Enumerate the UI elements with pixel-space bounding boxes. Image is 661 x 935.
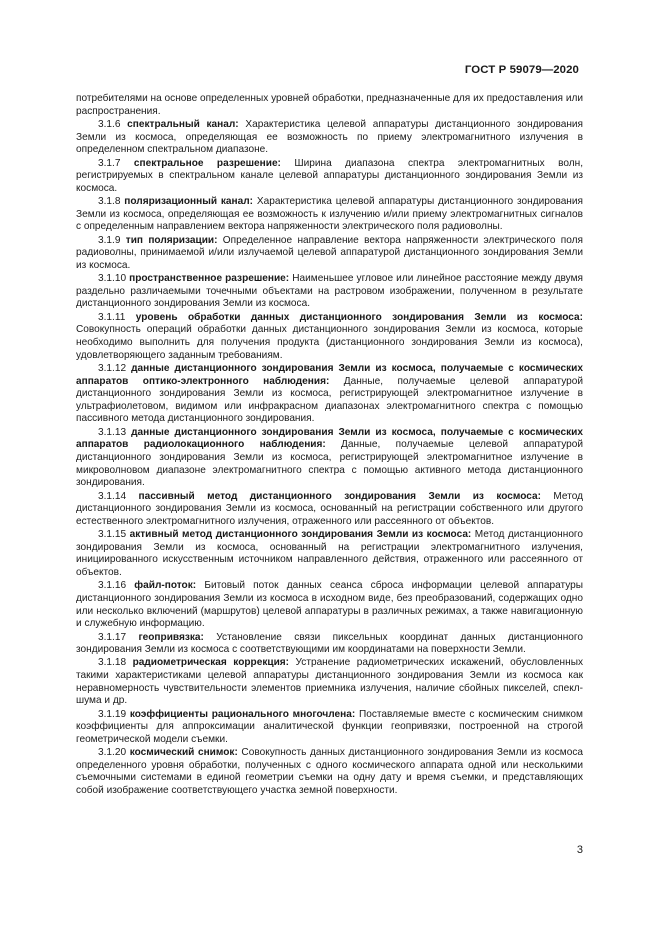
definition-number: 3.1.19: [98, 708, 127, 720]
definition-text: Устранение радиометрических искажений, обусловленных такими характеристиками целевой аппаратуры дистанционного зондирования Земли из космоса как неравномерность чувствительности элементов приемника излучения, наличие сбойных пикселей, спекл-шума и др.: [76, 657, 583, 707]
definition-number: 3.1.15: [98, 529, 127, 541]
definition-number: 3.1.12: [98, 363, 127, 375]
definition-text: Установление связи пиксельных координат данных дистанционного зондирования Земли из космоса с соответствующими им координатами на поверхности Земли.: [76, 631, 583, 656]
definition-text: Характеристика целевой аппаратуры дистанционного зондирования Земли из космоса, определяющая ее возможность к излучению и/или приему электромагнитных сигналов с определенным направлением вектора напряженности электрического поля радиоволны.: [76, 196, 583, 233]
definition-paragraph: [76, 580, 583, 630]
definition-number: 3.1.9: [98, 234, 121, 246]
standard-header: ГОСТ Р 59079—2020: [464, 64, 579, 76]
definition-paragraph: [76, 657, 583, 707]
definition-term: уровень обработки данных дистанционного зондирования Земли из космоса:: [135, 311, 583, 323]
definition-text: Определенное направление вектора напряженности электрического поля радиоволны, принимаемой и/или излучаемой целевой аппаратурой дистанционного зондирования Земли из космоса.: [76, 234, 583, 271]
definition-term: радиометрическая коррекция:: [132, 657, 290, 669]
definition-paragraph: [76, 491, 583, 529]
definition-paragraph: [76, 363, 583, 426]
definition-number: 3.1.16: [98, 580, 127, 592]
definition-number: 3.1.7: [98, 157, 121, 169]
definition-text: Совокупность операций обработки данных дистанционного зондирования Земли из космоса, которые необходимо выполнить для получения продукта (дистанционного зондирования Земли из космоса), удовлетворяющего заданным требованиям.: [76, 324, 583, 361]
document-body: [76, 93, 583, 798]
definition-text: Совокупность данных дистанционного зондирования Земли из космоса определенного уровня обработки, полученных с одного космического аппарата одной или несколькими съемочными системами в единой геометрии съемки на одну дату и время съемки, и представляющих собой изображение соответствующего участка земной поверхности.: [76, 747, 583, 797]
definition-paragraph: [76, 235, 583, 273]
definition-term: активный метод дистанционного зондирования Земли из космоса:: [129, 529, 472, 541]
definition-term: пассивный метод дистанционного зондирования Земли из космоса:: [138, 490, 541, 502]
definition-paragraph: [76, 273, 583, 311]
definition-term: космический снимок:: [129, 747, 238, 759]
definition-text: Данные, получаемые целевой аппаратурой дистанционного зондирования Земли из космоса, регистрирующей электромагнитное излучение в ультрафиолетовом, видимом или инфракрасном диапазонах электромагнитного спектра с помощью пассивного метода дистанционного зондирования.: [76, 375, 583, 425]
definition-term: спектральный канал:: [127, 118, 239, 130]
definition-text: Метод дистанционного зондирования Земли из космоса, основанный на регистрации собственного или другого естественного электромагнитного излучения, отраженного или рассеянного от объектов.: [76, 490, 583, 527]
definition-paragraph: [76, 119, 583, 157]
definition-number: 3.1.14: [98, 490, 127, 502]
definition-number: 3.1.18: [98, 657, 127, 669]
definition-text: Характеристика целевой аппаратуры дистанционного зондирования Земли из космоса, определяющая ее возможность по приему электромагнитного излучения в определенном спектральном диапазоне.: [76, 118, 583, 156]
definition-number: 3.1.6: [98, 118, 121, 130]
definition-paragraph: [76, 709, 583, 747]
definition-number: 3.1.13: [98, 426, 127, 438]
definition-term: тип поляризации:: [125, 234, 218, 246]
definition-term: спектральное разрешение:: [133, 157, 281, 169]
definition-paragraph: [76, 196, 583, 234]
definition-paragraph: [76, 158, 583, 196]
definition-number: 3.1.11: [98, 311, 126, 323]
definition-term: поляризационный канал:: [124, 196, 254, 208]
definition-paragraph: [76, 427, 583, 490]
definition-number: 3.1.8: [98, 196, 121, 208]
definition-text: Битовый поток данных сеанса сброса информации целевой аппаратуры дистанционного зондирования Земли из космоса в исходном виде, без преобразований, содержащих одно или несколько включений (маршрутов) целевой аппаратуры в различных режимах, а также навигационную и служебную информацию.: [76, 580, 583, 630]
definition-number: 3.1.20: [98, 747, 127, 759]
definition-number: 3.1.10: [98, 273, 127, 285]
definition-term: данные дистанционного зондирования Земли из космоса, получаемые с космических аппаратов радиолокационного наблюдения:: [76, 426, 583, 451]
definition-term: пространственное разрешение:: [129, 273, 290, 285]
definition-term: коэффициенты рационального многочлена:: [129, 708, 356, 720]
definition-term: файл-поток:: [134, 580, 197, 592]
definition-term: геопривязка:: [138, 631, 204, 643]
lead-paragraph: потребителями на основе определенных уровней обработки, предназначенные для их предоставления или распространения.: [76, 93, 583, 117]
definition-paragraph: [76, 529, 583, 579]
definition-text: Метод дистанционного зондирования Земли из космоса, основанный на регистрации электромагнитного излучения, инициированного искусственным источником направленного действия, отраженного или рассеянного от объектов.: [76, 529, 584, 578]
page-number: 3: [576, 844, 583, 856]
definitions-list: [76, 119, 583, 798]
definition-text: Ширина диапазона спектра электромагнитных волн, регистрируемых в спектральном канале целевой аппаратуры дистанционного зондирования Земли из космоса.: [76, 157, 583, 194]
definition-term: данные дистанционного зондирования Земли из космоса, получаемые с космических аппаратов оптико-электронного наблюдения:: [76, 363, 583, 387]
definition-paragraph: [76, 632, 583, 657]
definition-text: Поставляемые вместе с космическим снимком коэффициенты для аппроксимации аналитической функции геопривязки, построенной на строгой геометрической модели съемки.: [76, 708, 583, 745]
definition-paragraph: [76, 312, 583, 362]
definition-paragraph: [76, 747, 583, 797]
definition-number: 3.1.17: [98, 631, 127, 643]
definition-text: Наименьшее угловое или линейное расстояние между двумя раздельно различаемыми точечными объектами на растровом изображении, полученном в результате дистанционного зондирования Земли из космоса.: [76, 273, 583, 310]
definition-text: Данные, получаемые целевой аппаратурой дистанционного зондирования Земли из космоса, регистрирующей электромагнитное излучение в микроволновом диапазоне электромагнитного спектра с помощью активного метода дистанционного зондирования.: [76, 439, 583, 489]
